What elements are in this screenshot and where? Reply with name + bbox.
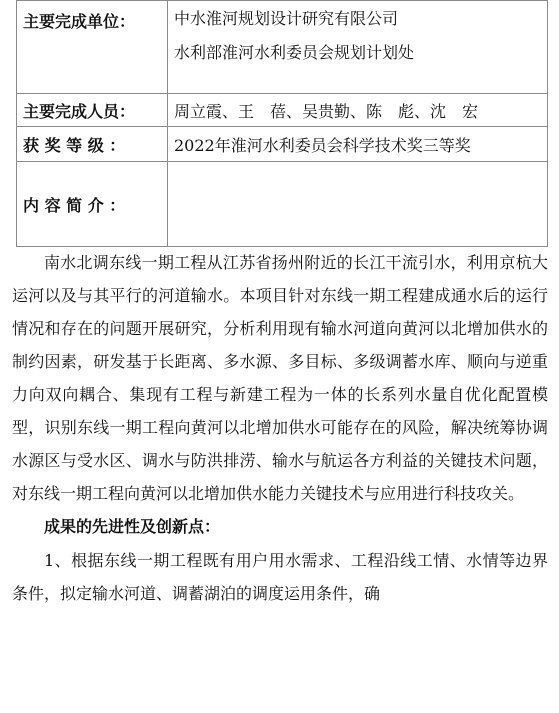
people-value: 周立霞、王 蓓、吴贵勤、陈 彪、沈 宏 <box>168 94 548 127</box>
unit-line-2: 水利部淮河水利委员会规划计划处 <box>174 43 415 62</box>
intro-label: 内 容 简 介 ： <box>17 162 168 247</box>
intro-row <box>17 162 548 247</box>
unit-value <box>168 1 548 94</box>
people-label: 主要完成人员： <box>17 94 168 127</box>
document-body <box>12 246 548 610</box>
unit-row <box>17 1 548 94</box>
people-row <box>17 94 548 127</box>
unit-line-1: 中水淮河规划设计研究有限公司 <box>174 9 399 28</box>
award-row <box>17 127 548 162</box>
award-value: 2022年淮河水利委员会科学技术奖三等奖 <box>168 127 548 162</box>
award-label: 获 奖 等 级 ： <box>17 127 168 162</box>
project-info-table <box>16 0 548 247</box>
intro-paragraph: 南水北调东线一期工程从江苏省扬州附近的长江干流引水，利用京杭大运河以及与其平行的河道输水。本项目针对东线一期工程建成通水后的运行情况和存在的问题开展研究，分析利用现有输水河道向黄河以北增加供水的制约因素，研发基于长距离、多水源、多目标、多级调蓄水库、顺向与逆重力向双向耦合、集现有工程与新建工程为一体的长系列水量自优化配置模型，识别东线一期工程向黄河以北增加供水可能存在的风险，解决统筹协调水源区与受水区、调水与防洪排涝、输水与航运各方利益的关键技术问题，对东线一期工程向黄河以北增加供水能力关键技术与应用进行科技攻关。 <box>12 253 548 503</box>
section-heading: 成果的先进性及创新点： <box>44 517 221 536</box>
intro-value-empty <box>168 162 548 247</box>
innovation-item-1: 1、根据东线一期工程既有用户用水需求、工程沿线工情、水情等边界条件，拟定输水河道、调蓄湖泊的调度运用条件，确 <box>12 551 548 603</box>
unit-label: 主要完成单位： <box>17 1 168 94</box>
